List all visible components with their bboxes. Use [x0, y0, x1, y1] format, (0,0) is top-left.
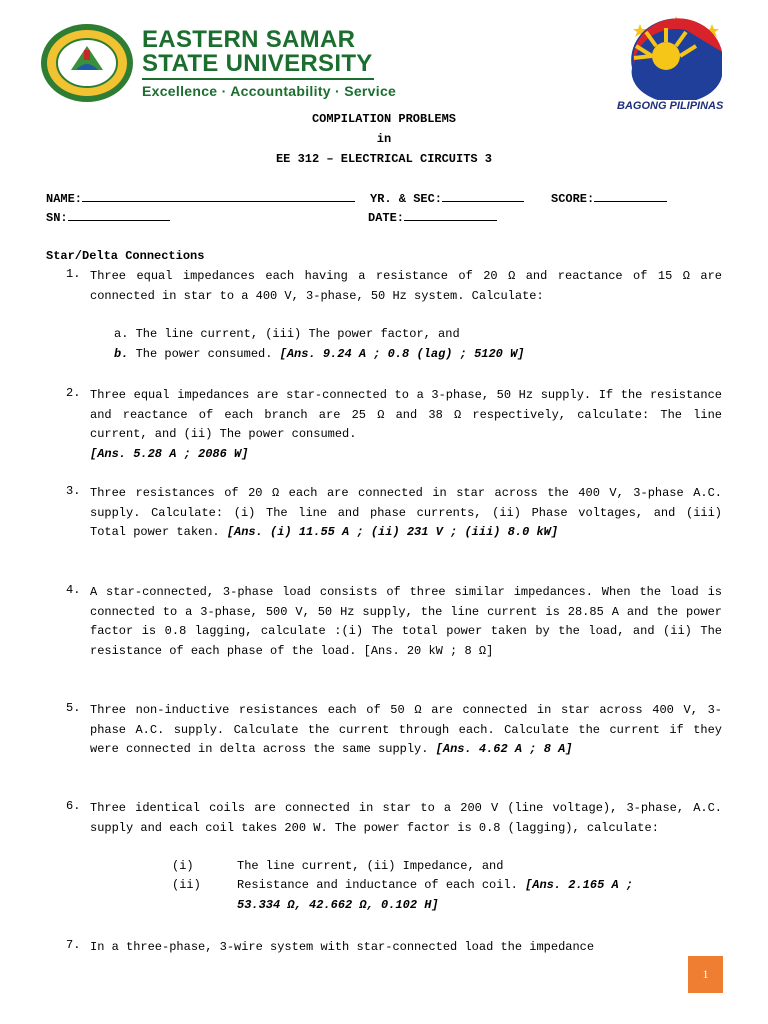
sub-label: (i) [172, 859, 194, 873]
problem-7 [66, 938, 722, 958]
university-name-block [142, 28, 396, 99]
problem-number: 5. [66, 701, 81, 715]
problem-text: Three equal impedances each having a resistance of 20 Ω and reactance of 15 Ω are connected in star to a 400 V, 3-phase, 50 Hz system. Calculate: [90, 269, 722, 303]
problem-1 [66, 267, 722, 306]
date-label: DATE: [368, 211, 405, 225]
name-field[interactable] [46, 191, 355, 206]
bagong-pilipinas-label: BAGONG PILIPINAS [617, 100, 724, 112]
university-motto: Excellence · Accountability · Service [142, 83, 397, 99]
yr-sec-field[interactable] [370, 191, 524, 206]
answer: [Ans. 9.24 A ; 0.8 (lag) ; 5120 W] [279, 347, 525, 361]
sub-text: The line current, (iii) The power factor, and [135, 327, 460, 341]
section-heading: Star/Delta Connections [46, 249, 205, 263]
answer: [Ans. 5.28 A ; 2086 W] [90, 446, 249, 461]
university-name-line1: EASTERN SAMAR [142, 26, 356, 53]
date-blank[interactable] [404, 210, 497, 221]
answer: 53.334 Ω, 42.662 Ω, 0.102 H] [237, 898, 439, 912]
problem-3 [66, 484, 722, 543]
score-blank[interactable] [594, 191, 667, 202]
answer: [Ans. 4.62 A ; 8 A] [435, 742, 573, 757]
doc-title-line2: in [376, 132, 392, 146]
sub-text: The line current, (ii) Impedance, and [237, 859, 504, 873]
problem-2 [66, 386, 722, 464]
problem-text: Three non-inductive resistances each of 50 Ω are connected in star across 400 V, 3-phase A.C. supply. Calculate the current through each. Calculate the current if they were connected in delta across the same supply. [Ans. 4.62 A ; 8 A] [90, 703, 722, 757]
problem-5 [66, 701, 722, 760]
name-label: NAME: [46, 192, 83, 206]
problem-number: 1. [66, 267, 81, 281]
problem-text: Three resistances of 20 Ω each are connected in star across the 400 V, 3-phase A.C. supply. Calculate: (i) The line and phase currents, (ii) Phase voltages, and (iii) Total power taken. [Ans. (i) 11.55 A ; (ii) 231 V ; (iii) 8.0 kW] [90, 486, 722, 540]
problem-6-sub-ii [172, 878, 201, 892]
yr-sec-blank[interactable] [442, 191, 524, 202]
sub-label: a. [114, 327, 129, 341]
sn-blank[interactable] [68, 210, 170, 221]
problem-text: Three equal impedances are star-connected to a 3-phase, 50 Hz supply. If the resistance and reactance of each branch are 25 Ω and 38 Ω respectively, calculate: The line current, and (ii) The power consumed. [Ans. 5.28 A ; 2086 W] [90, 388, 722, 461]
header-divider [142, 78, 374, 80]
problem-number: 3. [66, 484, 81, 498]
sub-label: b. [114, 347, 129, 361]
score-field[interactable] [551, 191, 667, 206]
sub-text: Resistance and inductance of each coil. [237, 878, 518, 892]
problem-number: 4. [66, 583, 81, 597]
doc-title-line1: COMPILATION PROBLEMS [311, 112, 457, 126]
answer: [Ans. (i) 11.55 A ; (ii) 231 V ; (iii) 8.0 kW] [226, 525, 559, 540]
problem-6-sub-i [172, 859, 194, 873]
doc-title-line3: EE 312 – ELECTRICAL CIRCUITS 3 [275, 152, 493, 166]
university-name-line2: STATE UNIVERSITY [142, 50, 373, 77]
page-number-badge: 1 [688, 956, 723, 993]
problem-number: 7. [66, 938, 81, 952]
sub-label: (ii) [172, 878, 201, 892]
problem-1-sub-a [114, 327, 460, 341]
date-field[interactable] [368, 210, 497, 225]
sn-label: SN: [46, 211, 68, 225]
problem-number: 2. [66, 386, 81, 400]
yr-sec-label: YR. & SEC: [370, 192, 443, 206]
problem-text: Three identical coils are connected in star to a 200 V (line voltage), 3-phase, A.C. supply and each coil takes 200 W. The power factor is 0.8 (lagging), calculate: [90, 801, 722, 835]
problem-6 [66, 799, 722, 838]
problem-number: 6. [66, 799, 81, 813]
sn-field[interactable] [46, 210, 170, 225]
problem-6-answer-cont [237, 898, 439, 912]
problem-text: A star-connected, 3-phase load consists of three similar impedances. When the load is connected to a 3-phase, 500 V, 50 Hz supply, the line current is 28.85 A and the power factor is 0.8 lagging, calculate :(i) The total power taken by the load, and (ii) The resistance of each phase of the load. [Ans. 20 kW ; 8 Ω] [90, 585, 722, 658]
bagong-pilipinas-logo [626, 16, 730, 100]
university-seal-logo [38, 22, 136, 104]
problem-1-sub-b [114, 347, 524, 361]
problem-4 [66, 583, 722, 661]
problem-6-sub-i-text [237, 859, 503, 873]
answer: [Ans. 2.165 A ; [525, 878, 634, 892]
sub-text: The power consumed. [135, 347, 273, 361]
name-blank[interactable] [82, 191, 355, 202]
score-label: SCORE: [551, 192, 595, 206]
problem-text: In a three-phase, 3-wire system with star-connected load the impedance [90, 940, 595, 954]
problem-6-sub-ii-text [237, 878, 633, 892]
